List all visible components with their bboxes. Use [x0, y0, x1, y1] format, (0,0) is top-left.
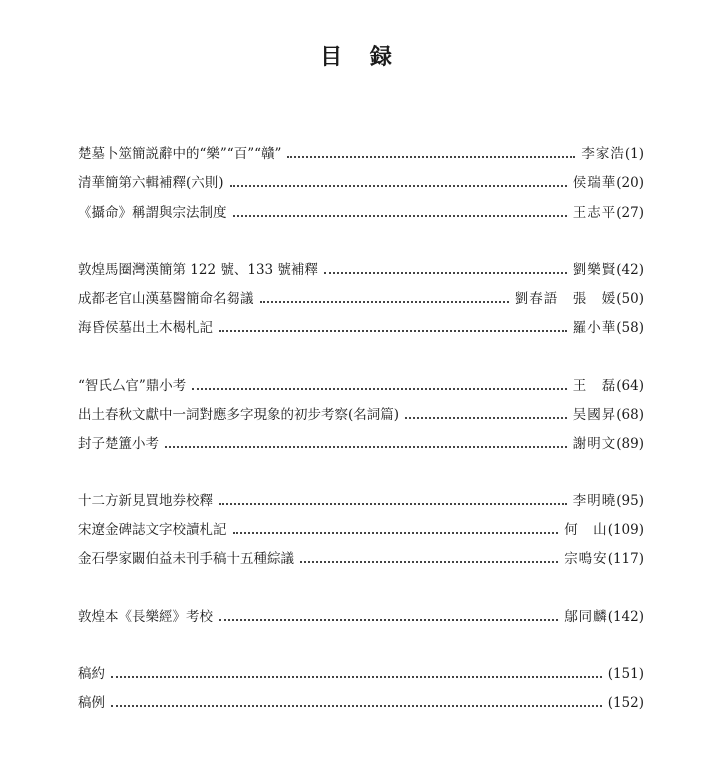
entry-author: 劉樂賢 — [572, 262, 617, 278]
leader-dots — [233, 215, 567, 217]
entry-title: 出土春秋文獻中一詞對應多字現象的初步考察(名詞篇) — [78, 407, 400, 423]
leader-dots — [111, 705, 602, 707]
entry-page: (68) — [616, 407, 644, 423]
entry-author: 宗鳴安 — [564, 551, 608, 567]
entry-page: (151) — [607, 666, 644, 682]
leader-dots — [219, 330, 567, 332]
toc-entry[interactable] — [78, 604, 644, 626]
leader-dots — [219, 503, 567, 505]
leader-dots — [405, 417, 567, 419]
leader-dots — [260, 301, 509, 303]
toc-entry[interactable] — [78, 690, 644, 712]
entry-page: (142) — [607, 609, 644, 625]
entry-author: 謝明文 — [572, 436, 617, 452]
page-title: 目 録 — [320, 44, 402, 70]
toc-entry[interactable] — [78, 286, 644, 308]
toc-entry[interactable] — [78, 402, 644, 424]
table-of-contents — [78, 0, 644, 774]
toc-entry[interactable] — [78, 315, 644, 337]
entry-page: (1) — [624, 146, 644, 162]
leader-dots — [287, 156, 575, 158]
entry-author: 羅小華 — [572, 320, 617, 336]
entry-author: 何 山 — [564, 522, 608, 538]
toc-entry[interactable] — [78, 257, 644, 279]
toc-entry[interactable] — [78, 141, 644, 163]
entry-page: (42) — [616, 262, 644, 278]
entry-title: 海昏侯墓出土木楬札記 — [78, 320, 213, 336]
entry-page: (95) — [616, 493, 644, 509]
toc-entry[interactable] — [78, 546, 644, 568]
toc-entry[interactable] — [78, 517, 644, 539]
toc-entry[interactable] — [78, 488, 644, 510]
entry-title: 敦煌本《長樂經》考校 — [78, 609, 213, 625]
entry-page: (58) — [616, 320, 644, 336]
entry-author: 李明曉 — [572, 493, 617, 509]
entry-page: (27) — [616, 205, 644, 221]
leader-dots — [300, 561, 558, 563]
entry-title: 稿例 — [78, 695, 105, 711]
toc-entry[interactable] — [78, 373, 644, 395]
entry-title: 敦煌馬圈灣漢簡第 122 號、133 號補釋 — [78, 262, 318, 278]
leader-dots — [165, 446, 567, 448]
entry-author: 吴國昇 — [572, 407, 617, 423]
entry-page: (20) — [616, 175, 644, 191]
entry-title: 楚墓卜筮簡説辭中的“樂”“百”“贛” — [78, 146, 282, 162]
leader-dots — [192, 388, 566, 390]
entry-author: 李家浩 — [581, 146, 625, 162]
leader-dots — [111, 676, 602, 678]
leader-dots — [233, 532, 559, 534]
entry-author: 鄔同麟 — [564, 609, 608, 625]
entry-author: 王 磊 — [572, 378, 617, 394]
entry-title: 成都老官山漢墓醫簡命名芻議 — [78, 291, 254, 307]
toc-entry[interactable] — [78, 200, 644, 222]
entry-author: 侯瑞華 — [572, 175, 617, 191]
entry-title: 十二方新見買地券校釋 — [78, 493, 213, 509]
entry-title: 稿約 — [78, 666, 105, 682]
entry-page: (117) — [607, 551, 644, 567]
entry-title: 金石學家闞伯益未刊手稿十五種綜議 — [78, 551, 294, 567]
leader-dots — [324, 272, 567, 274]
entry-title: 清華簡第六輯補釋(六則) — [78, 175, 224, 191]
entry-page: (50) — [616, 291, 644, 307]
toc-entry[interactable] — [78, 661, 644, 683]
leader-dots — [219, 619, 558, 621]
toc-entry[interactable] — [78, 170, 644, 192]
entry-title: 宋遼金碑誌文字校讀札記 — [78, 522, 227, 538]
entry-title: “智氏厶官”鼎小考 — [78, 378, 187, 394]
entry-page: (109) — [607, 522, 644, 538]
leader-dots — [230, 185, 567, 187]
entry-title: 封子楚簠小考 — [78, 436, 159, 452]
entry-title: 《攝命》稱謂與宗法制度 — [78, 205, 227, 221]
entry-author: 劉春語 張 媛 — [514, 291, 617, 307]
entry-page: (64) — [616, 378, 644, 394]
entry-author: 王志平 — [572, 205, 617, 221]
entry-page: (89) — [616, 436, 644, 452]
entry-page: (152) — [607, 695, 644, 711]
toc-entry[interactable] — [78, 431, 644, 453]
